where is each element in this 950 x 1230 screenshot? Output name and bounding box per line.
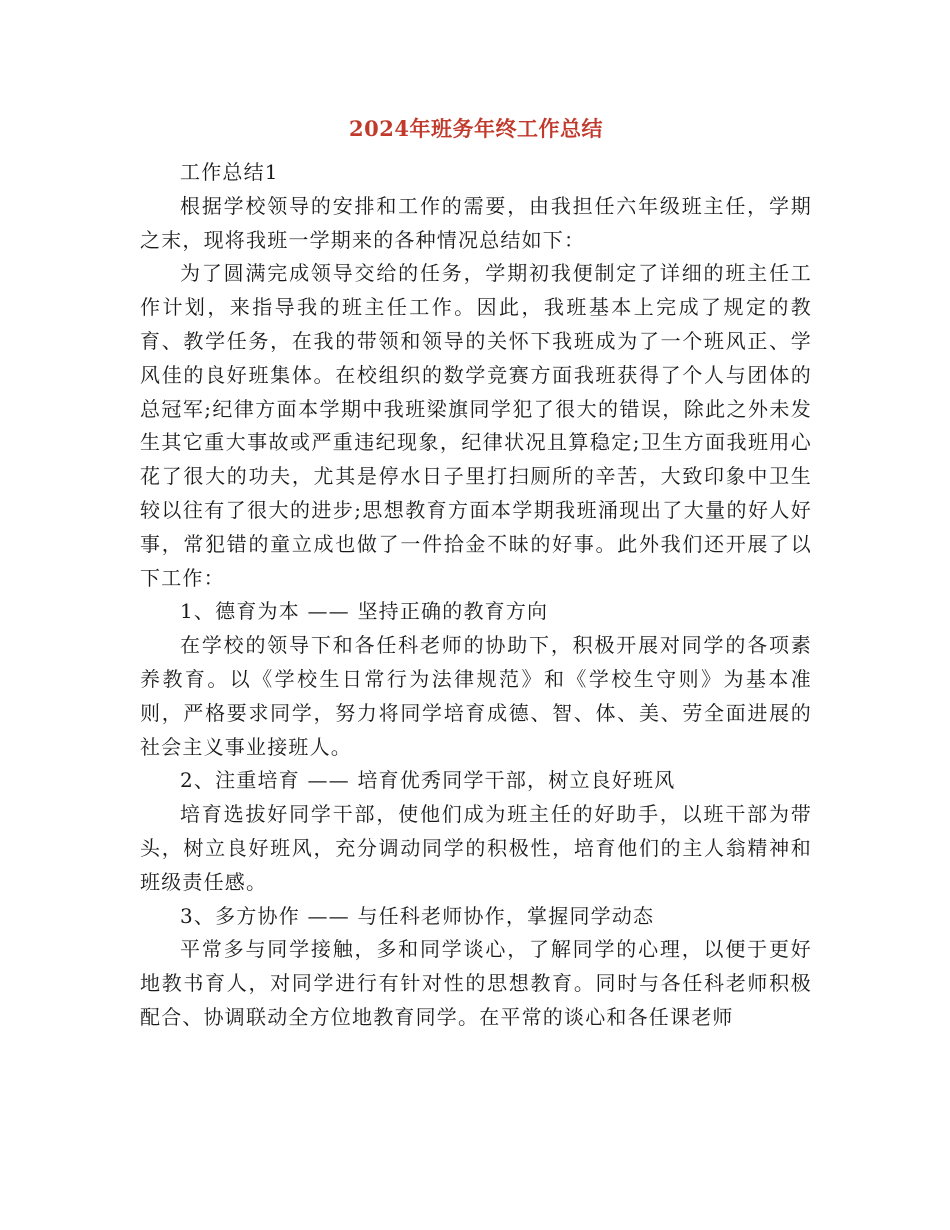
section-heading-cooperation: 3、多方协作 —— 与任科老师协作，掌握同学动态	[180, 903, 655, 928]
paragraph-heading-summary-1: 工作总结1	[180, 160, 279, 184]
section-heading-moral-education: 1、德育为本 —— 坚持正确的教育方向	[180, 599, 549, 624]
paragraph-cadre-training: 培育选拔好同学干部，使他们成为班主任的好助手，以班干部为带头，树立良好班风，充分调动同学的积极性，培育他们的主人翁精神和班级责任感。	[140, 802, 812, 894]
paragraph-moral-education: 在学校的领导下和各任科老师的协助下，积极开展对同学的各项素养教育。以《学校生日常行为法律规范》和《学校生守则》为基本准则，严格要求同学，努力将同学培育成德、智、体、美、劳全面进展的社会主义事业接班人。	[140, 633, 812, 759]
document-page	[140, 112, 812, 1035]
document-title: 2024年班务年终工作总结	[349, 116, 603, 141]
section-heading-cadre-training: 2、注重培育 —— 培育优秀同学干部，树立良好班风	[180, 768, 676, 793]
paragraph-overview: 为了圆满完成领导交给的任务，学期初我便制定了详细的班主任工作计划，来指导我的班主任工作。因此，我班基本上完成了规定的教育、教学任务，在我的带领和领导的关怀下我班成为了一个班风正、学风佳的良好班集体。在校组织的数学竞赛方面我班获得了个人与团体的总冠军;纪律方面本学期中我班梁旗同学犯了很大的错误，除此之外未发生其它重大事故或严重违纪现象，纪律状况且算稳定;卫生方面我班用心花了很大的功夫，尤其是停水日子里打扫厕所的辛苦，大致印象中卫生较以往有了很大的进步;思想教育方面本学期我班涌现出了大量的好人好事，常犯错的童立成也做了一件拾金不昧的好事。此外我们还开展了以下工作：	[140, 261, 812, 590]
paragraph-intro: 根据学校领导的安排和工作的需要，由我担任六年级班主任，学期之末，现将我班一学期来的各种情况总结如下：	[140, 193, 812, 252]
paragraph-cooperation: 平常多与同学接触，多和同学谈心，了解同学的心理，以便于更好地教书育人，对同学进行有针对性的思想教育。同时与各任科老师积极配合、协调联动全方位地教育同学。在平常的谈心和各任课老师	[140, 937, 812, 1029]
